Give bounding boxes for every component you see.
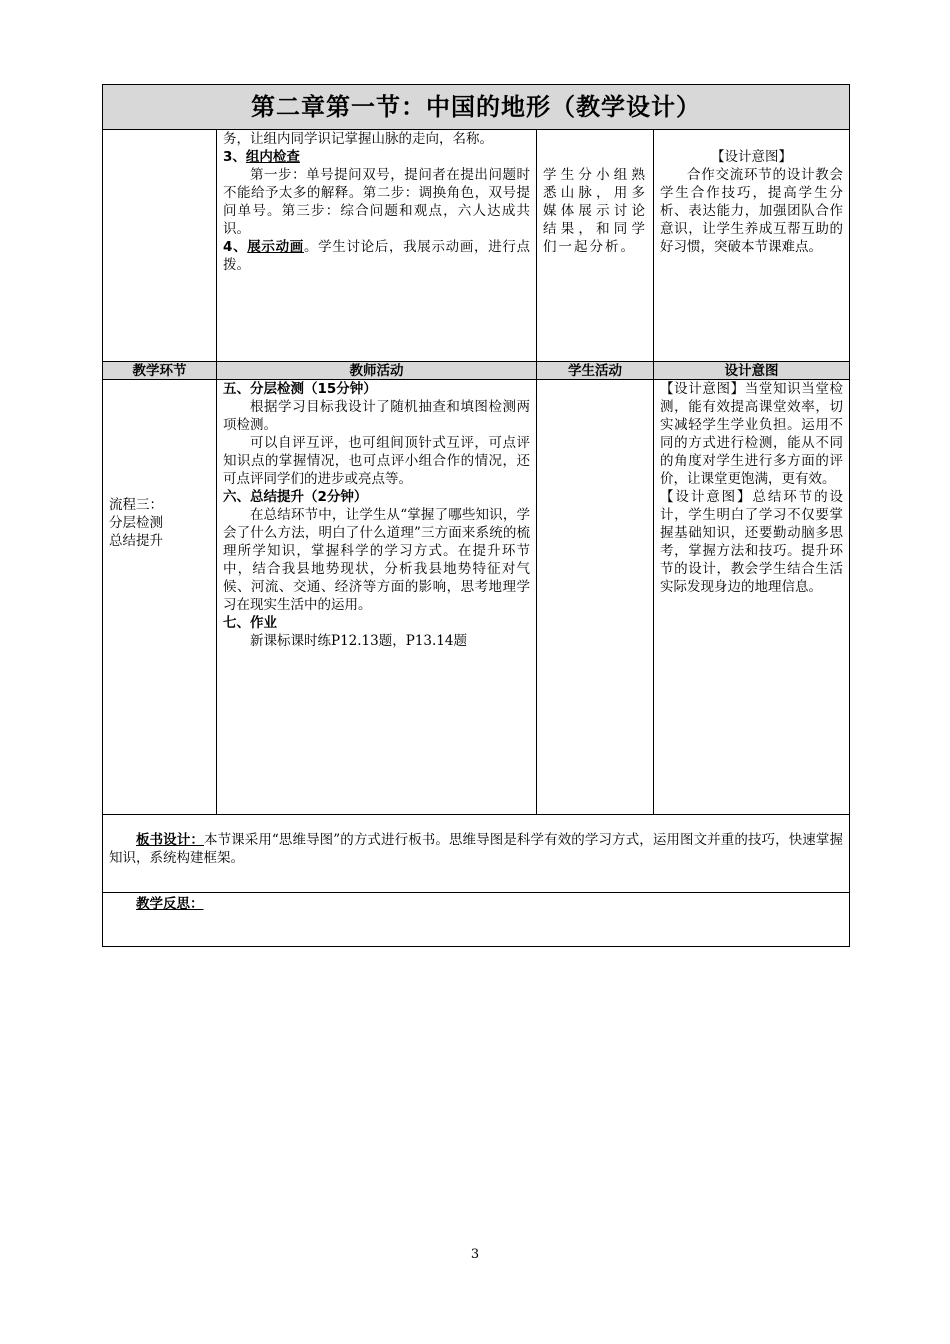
board-design-row	[103, 815, 850, 893]
reflection-row	[103, 893, 850, 947]
section1-intent-title: 【设计意图】	[711, 149, 792, 165]
stage-line-2: 分层检测	[109, 515, 163, 531]
header-student: 学生活动	[537, 362, 654, 380]
step4-title: 展示动画	[247, 239, 304, 255]
continued-text: 务，让组内同学识记掌握山脉的走向，名称。	[223, 131, 493, 147]
step3-number: 3、	[223, 149, 246, 165]
section1-intent-cell	[654, 130, 850, 362]
step4-number: 4、	[223, 239, 248, 255]
step3-body: 第一步：单号提问双号，提问者在提出问题时不能给予太多的解释。第二步：调换角色，双号提问单号。第三步：综合问题和观点，六人达成共识。	[223, 167, 530, 237]
section2-stage-cell	[103, 380, 217, 815]
section2-row	[103, 380, 850, 815]
section2-intent-2: 【设计意图】总结环节的设计，学生明白了学习不仅要掌握基础知识，还要勤动脑多思考，掌握方法和技巧。提升环节的设计，教会学生结合生活实际发现身边的地理信息。	[660, 489, 843, 595]
board-design-text: 本节课采用“思维导图”的方式进行板书。思维导图是科学有效的学习方式，运用图文并重的技巧，快速掌握知识，系统构建框架。	[109, 832, 843, 866]
step4-body: 。学生讨论后，我展示动画，进行点拨。	[223, 239, 531, 273]
part7-heading: 七、作业	[223, 615, 277, 631]
header-intent: 设计意图	[654, 362, 850, 380]
reflection-cell	[103, 893, 850, 947]
header-teacher: 教师活动	[217, 362, 537, 380]
stage-line-3: 总结提升	[109, 533, 163, 549]
section1-student-text: 学生分小组熟悉山脉，用多媒体展示讨论结果，和同学们一起分析。	[543, 167, 647, 255]
step4-paragraph	[223, 238, 530, 274]
part5-para2: 可以自评互评，也可组间顶针式互评，可点评知识点的掌握情况，也可点评小组合作的情况，还可点评同学们的进步或亮点等。	[223, 435, 530, 487]
part7-para: 新课标课时练P12.13题，P13.14题	[250, 633, 467, 649]
board-design-paragraph	[109, 831, 843, 867]
board-design-label: 板书设计：	[136, 832, 204, 848]
page-number: 3	[470, 1247, 480, 1262]
board-design-cell	[103, 815, 850, 893]
section1-student-cell	[537, 130, 654, 362]
document-title: 第二章第一节：中国的地形（教学设计）	[103, 85, 850, 130]
step3-heading	[223, 148, 530, 166]
reflection-paragraph	[109, 895, 843, 913]
section2-student-cell	[537, 380, 654, 815]
stage-line-1: 流程三：	[109, 497, 163, 513]
title-row	[103, 85, 850, 130]
section2-intent-1: 【设计意图】当堂知识当堂检测，能有效提高课堂效率，切实减轻学生学业负担。运用不同的方式进行检测，能从不同的角度对学生进行多方面的评价，让课堂更饱满，更有效。	[660, 381, 843, 487]
step3-title: 组内检查	[245, 149, 300, 165]
column-header-row	[103, 362, 850, 380]
reflection-label: 教学反思：	[136, 896, 204, 912]
part6-heading: 六、总结提升（2分钟）	[223, 489, 368, 505]
part5-para1: 根据学习目标我设计了随机抽查和填图检测两项检测。	[223, 399, 530, 433]
header-stage: 教学环节	[103, 362, 217, 380]
section1-row	[103, 130, 850, 362]
lesson-plan-table	[102, 84, 850, 947]
part5-heading: 五、分层检测（15分钟）	[223, 381, 377, 397]
section1-teacher-cell	[217, 130, 537, 362]
section1-stage-cell	[103, 130, 217, 362]
part6-para: 在总结环节中，让学生从“掌握了哪些知识，学会了什么方法，明白了什么道理”三方面来系统的梳理所学知识，掌握科学的学习方式。在提升环节中，结合我县地势现状，分析我县地势特征对气候、河流、交通、经济等方面的影响，思考地理学习在现实生活中的运用。	[223, 507, 530, 613]
section1-intent-body: 合作交流环节的设计教会学生合作技巧，提高学生分析、表达能力，加强团队合作意识，让学生养成互帮互助的好习惯，突破本节课难点。	[660, 167, 843, 255]
section2-intent-cell	[654, 380, 850, 815]
section2-teacher-cell	[217, 380, 537, 815]
